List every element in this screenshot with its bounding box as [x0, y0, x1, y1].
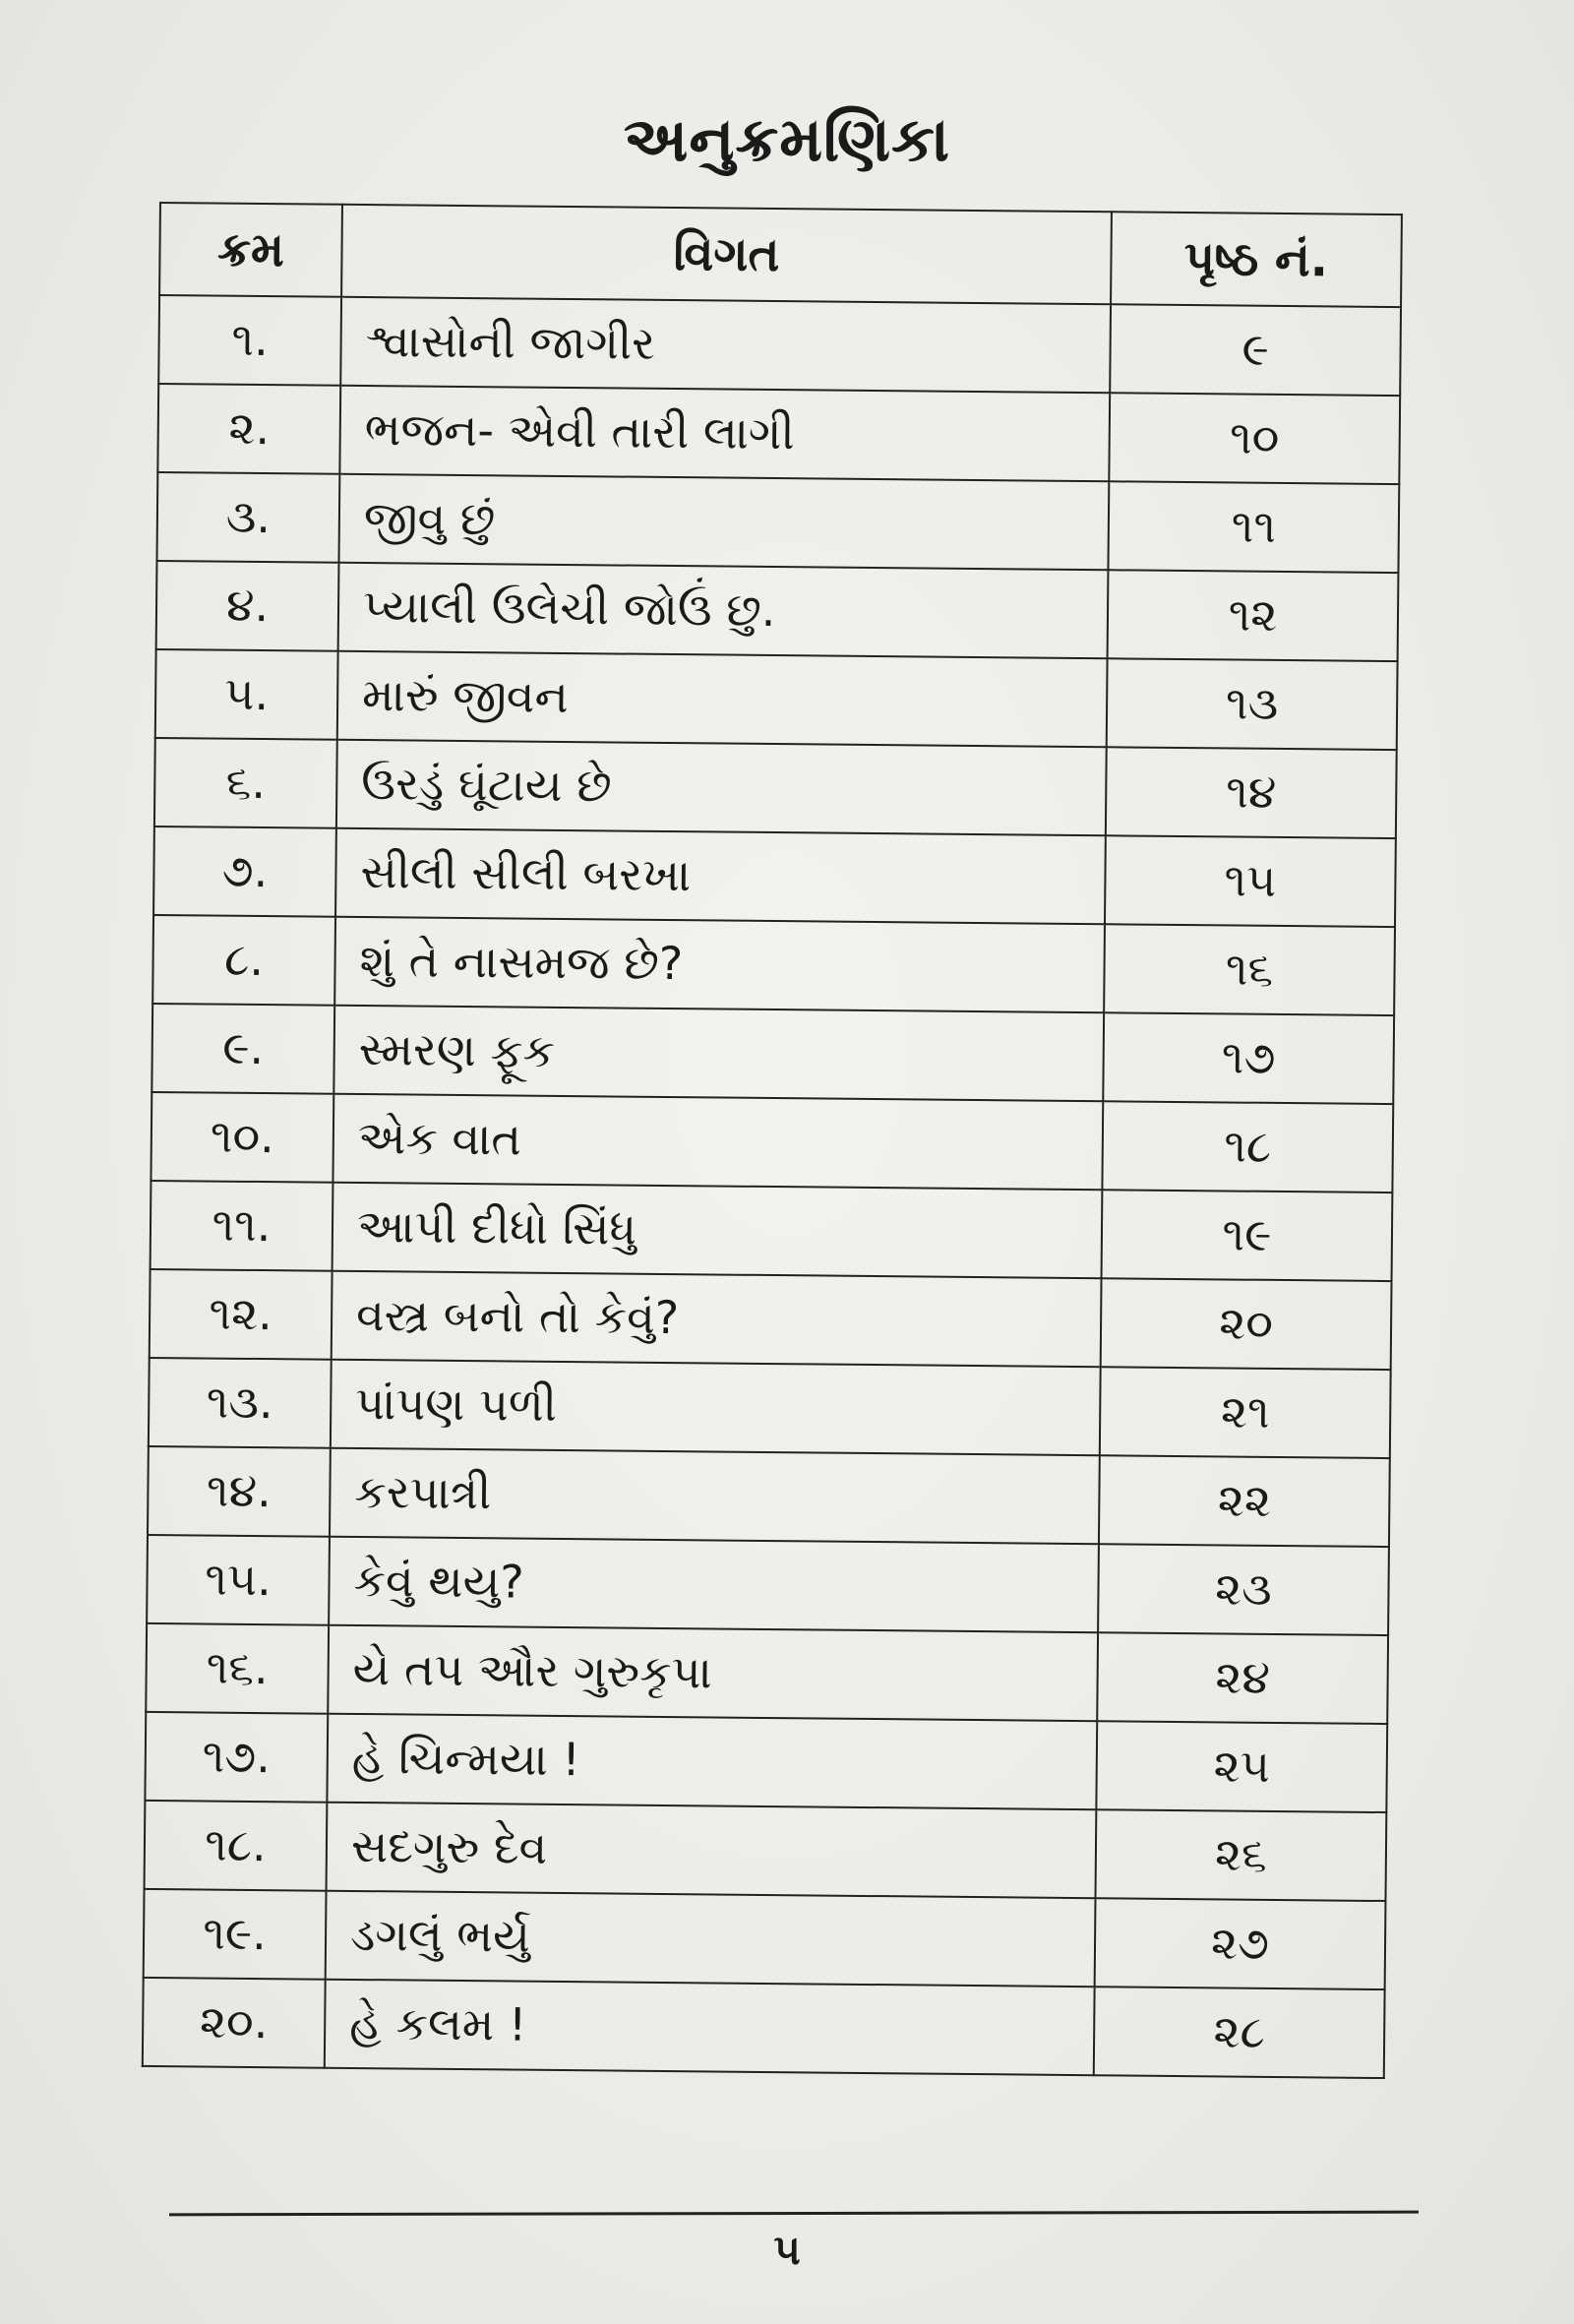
table-of-contents	[142, 202, 1403, 2079]
table-row	[150, 1269, 1392, 1370]
row-title: હે ચિન્મયા !	[327, 1714, 1097, 1810]
row-title: આપી દીધો સિંધુ	[333, 1183, 1103, 1279]
header-number: ક્રમ	[159, 203, 342, 297]
row-page: ૧૦	[1109, 393, 1400, 484]
row-title: સદગુરુ દેવ	[327, 1803, 1097, 1899]
row-page: ૨૧	[1100, 1367, 1391, 1458]
row-page: ૧૧	[1108, 481, 1399, 573]
row-page: ૨૭	[1095, 1898, 1386, 1989]
row-number: ૧૫.	[147, 1535, 330, 1625]
table-header-row	[159, 203, 1402, 307]
row-title: વસ્ત્ર બનો તો કેવું?	[332, 1271, 1102, 1368]
table-row	[151, 1092, 1393, 1193]
table-row	[143, 1978, 1385, 2078]
row-page: ૨૦	[1101, 1278, 1392, 1370]
row-title: ડગલું ભર્યુ	[326, 1891, 1096, 1988]
table-row	[147, 1535, 1389, 1635]
row-title: સ્મરણ ફૂક	[333, 1006, 1104, 1102]
row-number: ૧૧.	[151, 1181, 333, 1271]
row-number: ૨૦.	[143, 1978, 326, 2068]
row-page: ૧૫	[1105, 835, 1396, 927]
page-number: ૫	[773, 2226, 801, 2274]
table-row	[152, 915, 1395, 1015]
row-number: ૧૪.	[148, 1446, 331, 1537]
table-row	[156, 472, 1399, 573]
row-title: હે કલમ !	[325, 1980, 1095, 2076]
row-page: ૧૪	[1106, 747, 1397, 838]
table-row	[151, 1004, 1394, 1104]
table-row	[145, 1801, 1387, 1901]
row-title: શું તે નાસમજ છે?	[334, 917, 1105, 1013]
header-title: વિગત	[341, 205, 1112, 305]
row-number: ૧૯.	[144, 1889, 327, 1980]
row-number: ૧૬.	[146, 1623, 329, 1714]
row-page: ૧૨	[1108, 570, 1399, 661]
row-title: જીવુ છું	[338, 474, 1109, 571]
row-page: ૨૬	[1095, 1809, 1386, 1901]
row-page: ૨૪	[1097, 1632, 1388, 1724]
page-title: અનુક્રમણિકા	[623, 103, 951, 175]
table-row	[148, 1446, 1390, 1547]
row-title: ઉરડું ઘૂંટાય છે	[336, 740, 1107, 836]
row-number: ૧૩.	[149, 1358, 332, 1448]
table-row	[157, 384, 1400, 484]
table-row	[146, 1623, 1388, 1724]
row-title: કરપાત્રી	[330, 1448, 1100, 1545]
row-page: ૨૩	[1098, 1544, 1389, 1635]
table-body	[143, 295, 1401, 2078]
row-number: ૧૦.	[151, 1092, 333, 1183]
row-number: ૭.	[153, 826, 336, 917]
row-number: ૪.	[156, 561, 339, 651]
bottom-rule	[169, 2211, 1419, 2217]
row-page: ૧૬	[1104, 924, 1395, 1015]
row-title: કેવું થયુ?	[329, 1537, 1099, 1633]
row-page: ૨૫	[1096, 1721, 1387, 1812]
table-row	[154, 738, 1397, 838]
row-page: ૧૮	[1102, 1101, 1393, 1193]
row-title: યે તપ ઔર ગુરુકૃપા	[328, 1625, 1098, 1722]
table-row	[145, 1712, 1387, 1812]
row-title: સીલી સીલી બરખા	[335, 828, 1106, 925]
row-title: પાંપણ પળી	[331, 1360, 1101, 1456]
table-row	[155, 649, 1398, 750]
row-number: ૧૮.	[145, 1801, 328, 1891]
table-row	[156, 561, 1399, 661]
row-number: ૧૨.	[150, 1269, 333, 1360]
row-number: ૧૭.	[145, 1712, 328, 1803]
row-page: ૧૩	[1107, 658, 1398, 750]
row-number: ૨.	[157, 384, 340, 474]
row-title: ભજન- એવી તારી લાગી	[339, 386, 1110, 482]
row-page: ૯	[1110, 304, 1401, 396]
table-row	[144, 1889, 1386, 1989]
row-number: ૮.	[152, 915, 335, 1006]
row-title: પ્યાલી ઉલેચી જોઉં છુ.	[338, 563, 1109, 659]
row-number: ૯.	[151, 1004, 334, 1094]
row-title: શ્વાસોની જાગીર	[340, 297, 1111, 394]
row-page: ૧૯	[1102, 1190, 1393, 1281]
row-number: ૬.	[154, 738, 337, 828]
row-number: ૫.	[155, 649, 338, 740]
row-page: ૨૨	[1099, 1455, 1390, 1547]
table-row	[149, 1358, 1391, 1458]
row-page: ૨૮	[1094, 1987, 1385, 2078]
row-page: ૧૭	[1103, 1012, 1394, 1104]
table-row	[151, 1181, 1393, 1281]
table-row	[153, 826, 1396, 927]
row-number: ૧.	[158, 295, 341, 386]
row-title: મારું જીવન	[337, 651, 1108, 748]
header-page: પૃષ્ઠ નં.	[1111, 212, 1402, 307]
row-number: ૩.	[156, 472, 339, 563]
table-row	[158, 295, 1401, 396]
row-title: એક વાત	[333, 1094, 1103, 1191]
